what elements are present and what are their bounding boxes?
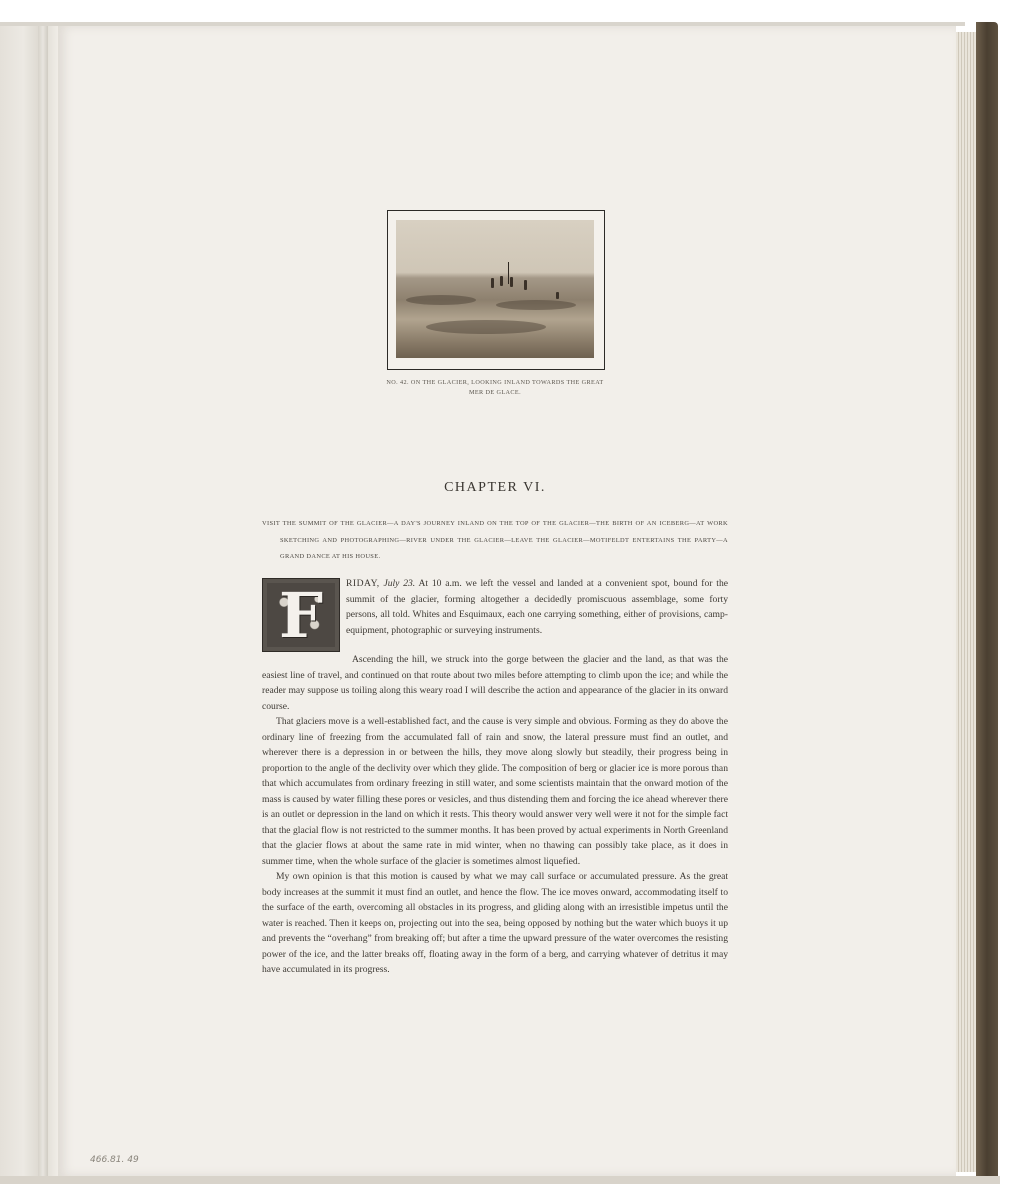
plate-caption-line-1: NO. 42. ON THE GLACIER, LOOKING INLAND TOWARDS THE GREAT (386, 379, 604, 386)
ice-ridge (426, 320, 546, 334)
explorer-figure (510, 277, 513, 287)
illuminated-initial (262, 578, 340, 652)
book-cover-edge (976, 22, 998, 1182)
opening-word: RIDAY, (346, 578, 380, 589)
plate-caption (360, 378, 630, 398)
pencil-inventory-note: 466.81. 49 (90, 1155, 139, 1165)
page-stack-edge (956, 32, 976, 1172)
bottom-page-edge (0, 1176, 1000, 1184)
left-page-edge (0, 22, 58, 1182)
entry-date: July 23. (383, 578, 416, 589)
survey-pole (508, 262, 509, 284)
initial-letter: F (278, 579, 324, 652)
explorer-figure (491, 278, 494, 288)
gutter-fold (38, 22, 48, 1182)
paragraph-1-text: At 10 a.m. we left the vessel and landed at a convenient spot, bound for the summit of the glacier, forming altogether a decidedly promiscuous assemblage, some forty persons, all told. Whites and Esquimaux, each one carrying something, either of provisions, camp-equipment, photographic or surveying instruments. (346, 578, 728, 636)
paragraph-4: My own opinion is that this motion is caused by what we may call surface or accumulated pressure. As the great body increases at the summit it must find an outlet, and hence the flow. The ice moves onward, accommodating itself to the surface of the earth, overcoming all obstacles in its progress, and gliding along with an irresistible impetus until the water is reached. Then it keeps on, projecting out into the sea, being opposed by nothing but the water which buoys it up and prevents the “overhang” from breaking off; but after a time the upward pressure of the water overcomes the resisting power of the ice, and the latter breaks off, floating away in the form of a berg, and carrying whatever of detritus it may have accumulated in its progress. (262, 871, 728, 975)
glacier-photograph (396, 220, 594, 358)
ice-ridge (406, 295, 476, 305)
chapter-summary: VISIT THE SUMMIT OF THE GLACIER—A DAY'S JOURNEY INLAND ON THE TOP OF THE GLACIER—THE BIRTH OF AN ICEBERG—AT WORK SKETCHING AND PHOTOGRAPHING—RIVER UNDER THE GLACIER—LEAVE THE GLACIER—MOTIFELDT ENTERTAINS THE PARTY—A GRAND DANCE AT HIS HOUSE. (262, 520, 728, 560)
paragraph-3: That glaciers move is a well-established fact, and the cause is very simple and obvious. Forming as they do above the ordinary line of freezing from the accumulated fall of rain and snow, the lateral pressure must find an outlet, and wherever there is a depression in or between the hills, they move along slowly but steadily, their progress being in proportion to the angle of the declivity over which they glide. The composition of berg or glacier ice is more porous than that which accumulates from ordinary freezing in still water, and some scientists maintain that the onward motion of the mass is caused by water filling these pores or vesicles, and thus distending them and forcing the ice ahead wherever there is an outlet or depression in the land on which it rests. This theory would answer very well were it not for the simple fact that the glacial flow is not restricted to the summer months. It has been proved by actual experiments in North Greenland that the glacier flows at about the same rate in mid winter, when no thawing can possibly take place, as it does in summer time, when the whole surface of the glacier is sometimes almost liquefied. (262, 716, 728, 867)
plate-caption-line-2: MER DE GLACE. (468, 389, 522, 396)
explorer-figure (556, 292, 559, 299)
explorer-figure (524, 280, 527, 290)
explorer-figure (500, 276, 503, 286)
paragraph-2: Ascending the hill, we struck into the gorge between the glacier and the land, as that was the easiest line of travel, and continued on that route about two miles before attempting to climb upon the ice; and while the reader may suppose us toiling along this weary road I will describe the action and appearance of the glacier in its onward course. (262, 654, 728, 712)
ice-ridge (496, 300, 576, 310)
chapter-title: CHAPTER VI. (444, 480, 546, 495)
chapter-body (262, 576, 728, 978)
